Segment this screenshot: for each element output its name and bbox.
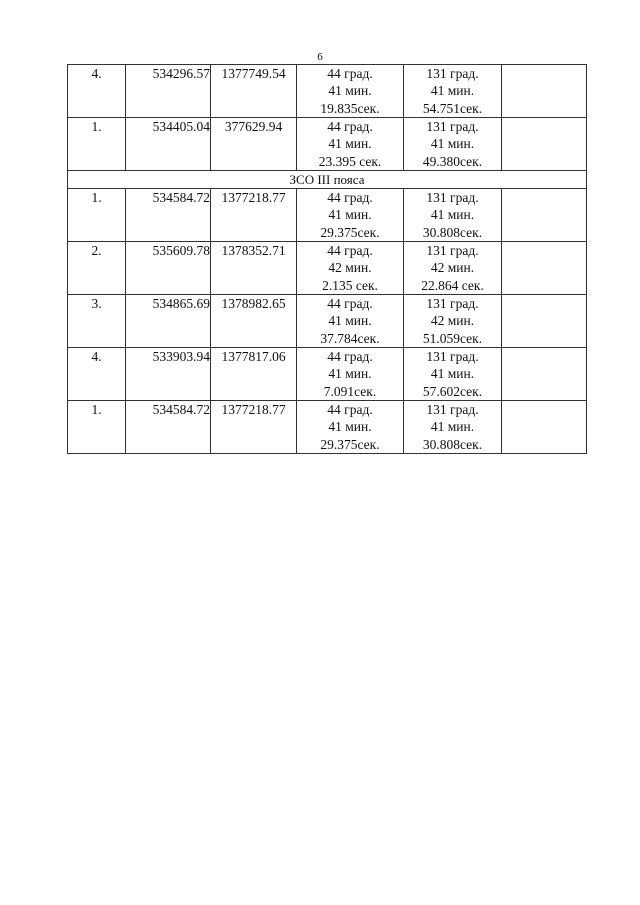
longitude-cell <box>404 118 502 171</box>
latitude-cell <box>297 348 404 401</box>
lat-part: 2.135 сек. <box>322 277 378 293</box>
lon-part: 49.380сек. <box>422 153 483 169</box>
lon-part: 41 мин. <box>430 136 475 152</box>
longitude-cell <box>404 189 502 242</box>
longitude-cell <box>404 401 502 454</box>
y-coordinate-cell: 377629.94 <box>211 118 297 171</box>
section-row <box>68 171 587 189</box>
lon-part: 131 град. <box>426 243 479 258</box>
latitude-cell <box>297 118 404 171</box>
longitude-cell <box>404 295 502 348</box>
lat-part: 41 мин. <box>328 207 372 223</box>
lon-part: 51.059сек. <box>422 330 483 346</box>
lon-part: 131 град. <box>426 402 479 417</box>
lon-part: 57.602сек. <box>422 383 483 399</box>
lat-part: 41 мин. <box>328 366 372 382</box>
x-coordinate-cell: 534584.72 <box>126 401 211 454</box>
table-row <box>68 118 587 171</box>
table-row <box>68 401 587 454</box>
table-row <box>68 242 587 295</box>
lat-part: 29.375сек. <box>320 224 380 240</box>
table-row <box>68 295 587 348</box>
note-cell <box>502 242 587 295</box>
longitude-cell <box>404 348 502 401</box>
note-cell <box>502 118 587 171</box>
point-number-cell: 4. <box>68 348 126 401</box>
latitude-cell <box>297 295 404 348</box>
note-cell <box>502 401 587 454</box>
lon-part: 42 мин. <box>430 260 475 276</box>
lat-part: 44 град. <box>327 190 373 205</box>
note-cell <box>502 295 587 348</box>
lat-part: 44 град. <box>327 349 373 364</box>
lon-part: 41 мин. <box>430 207 475 223</box>
lat-part: 42 мин. <box>328 260 372 276</box>
lat-part: 44 град. <box>327 243 373 258</box>
lat-part: 44 град. <box>327 119 373 134</box>
lon-part: 131 град. <box>426 296 479 311</box>
point-number-cell: 1. <box>68 401 126 454</box>
lon-part: 131 град. <box>426 190 479 205</box>
point-number-cell: 3. <box>68 295 126 348</box>
table-row <box>68 189 587 242</box>
y-coordinate-cell: 1377218.77 <box>211 189 297 242</box>
point-number-cell: 1. <box>68 189 126 242</box>
lat-part: 41 мин. <box>328 136 372 152</box>
note-cell <box>502 189 587 242</box>
y-coordinate-cell: 1378982.65 <box>211 295 297 348</box>
note-cell <box>502 348 587 401</box>
x-coordinate-cell: 534405.04 <box>126 118 211 171</box>
lon-part: 131 град. <box>426 66 479 81</box>
lat-part: 41 мин. <box>328 83 372 99</box>
lon-part: 30.808сек. <box>422 224 483 240</box>
lat-part: 23.395 сек. <box>318 153 382 169</box>
latitude-cell <box>297 242 404 295</box>
lat-part: 41 мин. <box>328 419 372 435</box>
lat-part: 37.784сек. <box>320 330 380 346</box>
lon-part: 54.751сек. <box>422 100 483 116</box>
note-cell <box>502 65 587 118</box>
y-coordinate-cell: 1378352.71 <box>211 242 297 295</box>
x-coordinate-cell: 534584.72 <box>126 189 211 242</box>
rows-after-section <box>68 189 587 454</box>
longitude-cell <box>404 242 502 295</box>
coordinates-table <box>67 64 587 454</box>
x-coordinate-cell: 533903.94 <box>126 348 211 401</box>
lat-part: 41 мин. <box>328 313 372 329</box>
lon-part: 30.808сек. <box>422 436 483 452</box>
x-coordinate-cell: 535609.78 <box>126 242 211 295</box>
section-title: ЗСО III пояса <box>68 171 587 189</box>
lat-part: 7.091сек. <box>323 383 377 399</box>
longitude-cell <box>404 65 502 118</box>
lat-part: 19.835сек. <box>320 100 380 116</box>
lon-part: 42 мин. <box>430 313 475 329</box>
lon-part: 22.864 сек. <box>421 277 484 293</box>
point-number-cell: 2. <box>68 242 126 295</box>
latitude-cell <box>297 65 404 118</box>
lat-part: 29.375сек. <box>320 436 380 452</box>
lat-part: 44 град. <box>327 66 373 81</box>
y-coordinate-cell: 1377218.77 <box>211 401 297 454</box>
rows-before-section <box>68 65 587 171</box>
table-row <box>68 65 587 118</box>
point-number-cell: 4. <box>68 65 126 118</box>
lon-part: 131 град. <box>426 119 479 134</box>
page-number: 6 <box>317 51 323 63</box>
table-row <box>68 348 587 401</box>
lat-part: 44 град. <box>327 296 373 311</box>
y-coordinate-cell: 1377817.06 <box>211 348 297 401</box>
y-coordinate-cell: 1377749.54 <box>211 65 297 118</box>
latitude-cell <box>297 401 404 454</box>
lon-part: 131 град. <box>426 349 479 364</box>
point-number-cell: 1. <box>68 118 126 171</box>
latitude-cell <box>297 189 404 242</box>
x-coordinate-cell: 534296.57 <box>126 65 211 118</box>
lon-part: 41 мин. <box>430 83 475 99</box>
x-coordinate-cell: 534865.69 <box>126 295 211 348</box>
lon-part: 41 мин. <box>430 366 475 382</box>
lon-part: 41 мин. <box>430 419 475 435</box>
lat-part: 44 град. <box>327 402 373 417</box>
section-header <box>68 171 587 189</box>
